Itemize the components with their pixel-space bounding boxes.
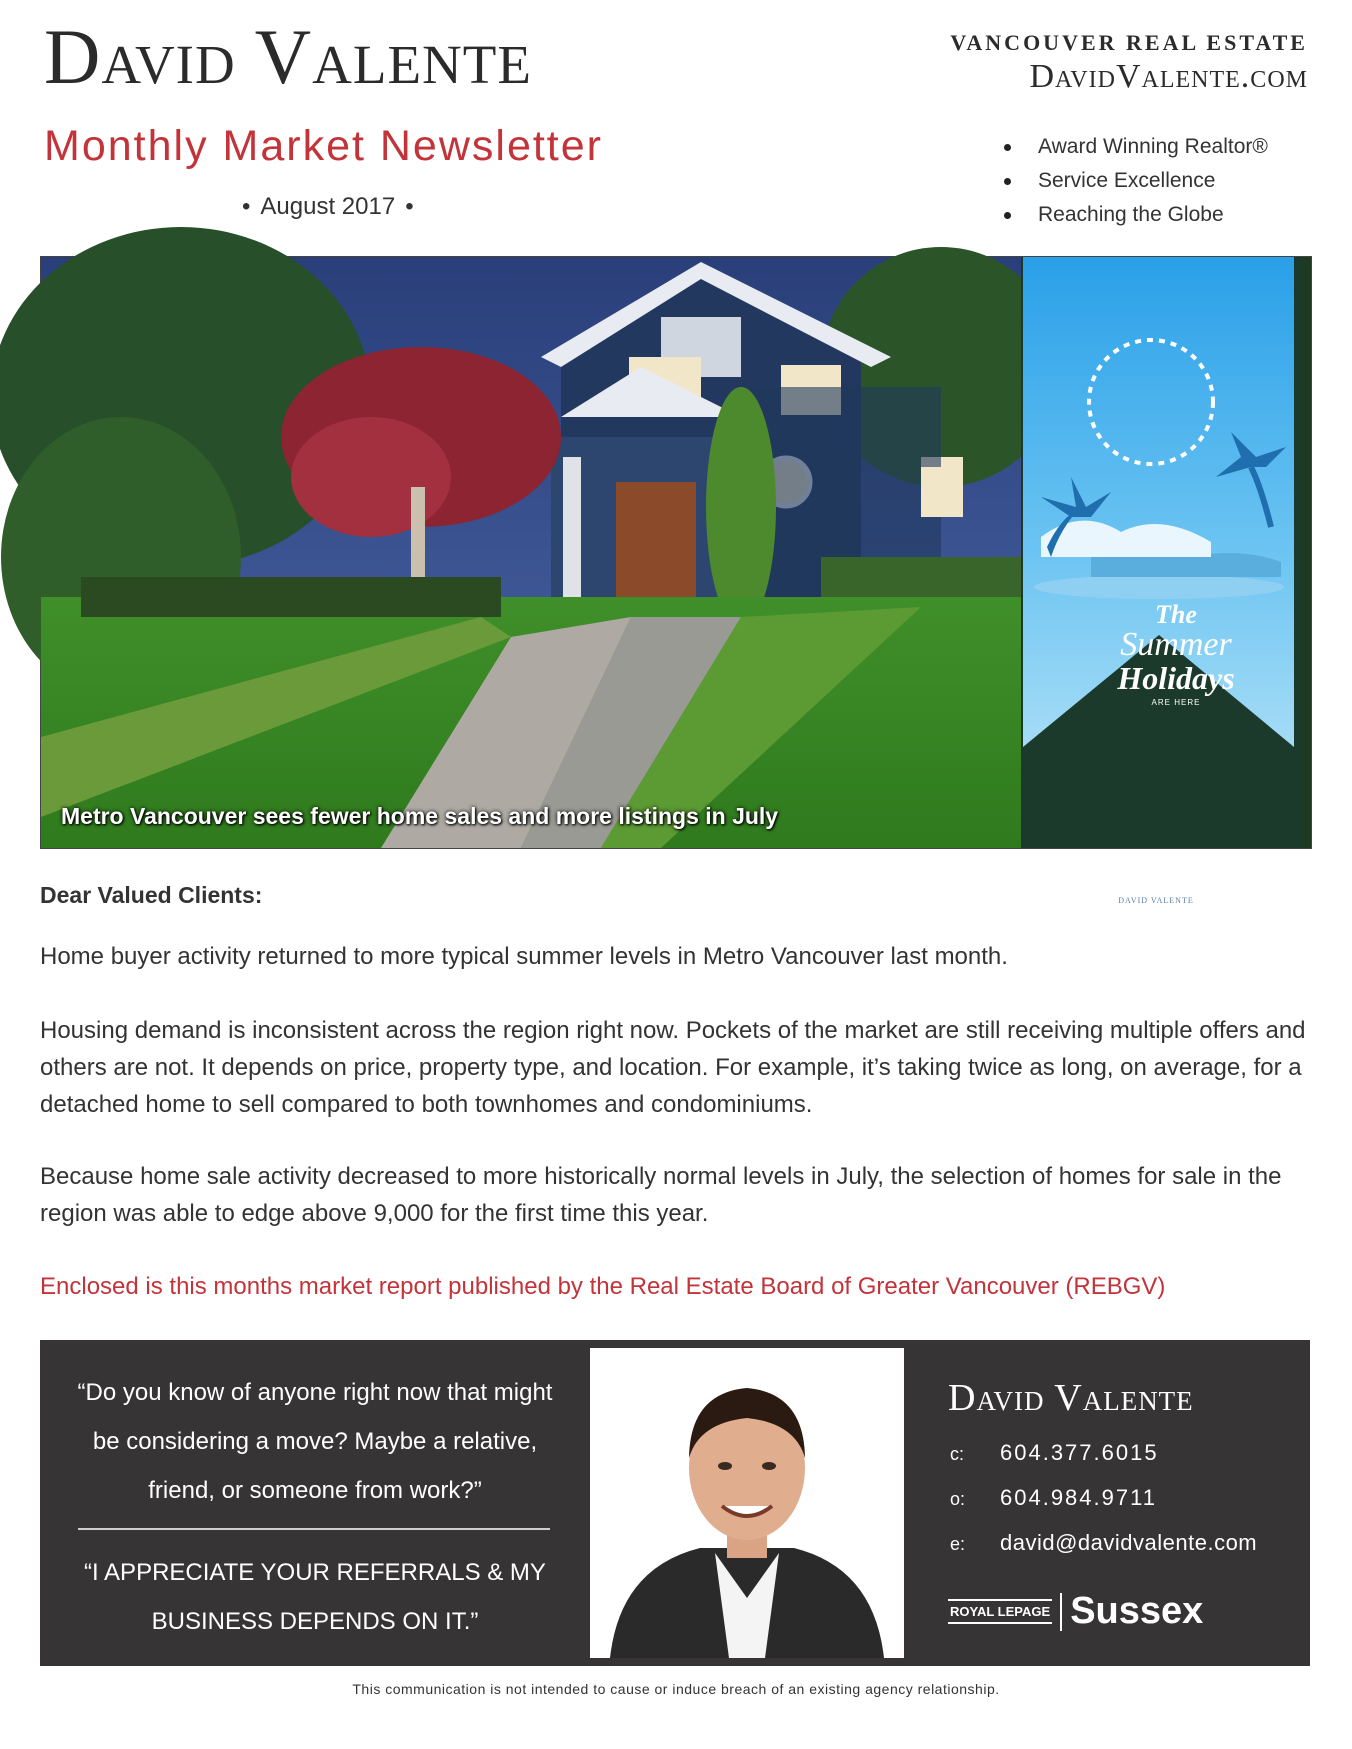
enclosed-note: Enclosed is this months market report published by the Real Estate Board of Greater Vancouver (REBGV) [40, 1273, 1166, 1300]
office-phone[interactable]: 604.984.9711 [1000, 1485, 1157, 1510]
highlight-item: Reaching the Globe [1004, 198, 1268, 232]
banner-line3: Holidays [1117, 660, 1235, 696]
cell-phone[interactable]: 604.377.6015 [1000, 1440, 1159, 1465]
highlight-item: Service Excellence [1004, 164, 1268, 198]
divider [78, 1528, 550, 1530]
newsletter-title: Monthly Market Newsletter [44, 122, 603, 170]
summer-banner [1061, 602, 1291, 707]
site-tagline: VANCOUVER REAL ESTATE [950, 30, 1308, 55]
contact-cell [950, 1440, 1159, 1466]
contact-label: o: [950, 1489, 966, 1509]
disclaimer: This communication is not intended to cause or induce breach of an existing agency relationship. [352, 1681, 1000, 1697]
brand-name: David Valente [44, 13, 532, 100]
hero-caption: Metro Vancouver sees fewer home sales and more listings in July [61, 803, 779, 829]
bullet-dot-icon: • [405, 193, 414, 220]
referral-appreciation: “I APPRECIATE YOUR REFERRALS & MY BUSINESS DEPENDS ON IT.” [84, 1559, 546, 1635]
agent-photo [590, 1348, 904, 1658]
paragraph: Housing demand is inconsistent across the region right now. Pockets of the market are still receiving multiple offers and others are not. It depends on price, property type, and location. For example, it’s taking twice as long, on average, for a detached home to sell compared to both townhomes and condominiums. [40, 1017, 1306, 1118]
issue-date-text: August 2017 [260, 193, 396, 220]
agent-name: David Valente [948, 1377, 1194, 1419]
agent-portrait [590, 1348, 904, 1658]
paragraph: Because home sale activity decreased to more historically normal levels in July, the selection of homes for sale in the region was able to edge above 9,000 for the first time this year. [40, 1163, 1282, 1227]
paragraph: Home buyer activity returned to more typical summer levels in Metro Vancouver last month. [40, 943, 1008, 970]
contact-office [950, 1485, 1157, 1511]
bullet-dot-icon: • [242, 193, 251, 220]
brokerage-logo [948, 1590, 1203, 1633]
banner-line4: ARE HERE [1151, 698, 1201, 707]
issue-date [232, 193, 424, 221]
contact-label: c: [950, 1444, 965, 1464]
contact-panel [40, 1340, 1310, 1666]
email-address[interactable]: david@davidvalente.com [1000, 1530, 1258, 1555]
referral-question: “Do you know of anyone right now that might be considering a move? Maybe a relative, friend, or someone from work?” [77, 1379, 553, 1504]
banner-line2: Summer [1120, 626, 1232, 663]
contact-email [950, 1530, 1257, 1556]
contact-label: e: [950, 1534, 966, 1554]
sussex-logo: Sussex [1070, 1590, 1204, 1632]
greeting: Dear Valued Clients: [40, 882, 263, 908]
royal-lepage-logo: ROYAL LEPAGE [948, 1599, 1052, 1624]
logo-divider [1060, 1593, 1062, 1631]
hero-illustration [41, 257, 1311, 848]
banner-line1: The [1155, 600, 1197, 629]
banner-brand: DAVID VALENTE [1118, 896, 1194, 905]
highlights-list [1004, 130, 1268, 232]
highlight-item: Award Winning Realtor® [1004, 130, 1268, 164]
site-url[interactable]: DavidValente.com [1029, 58, 1308, 95]
site-tag [950, 30, 1308, 96]
